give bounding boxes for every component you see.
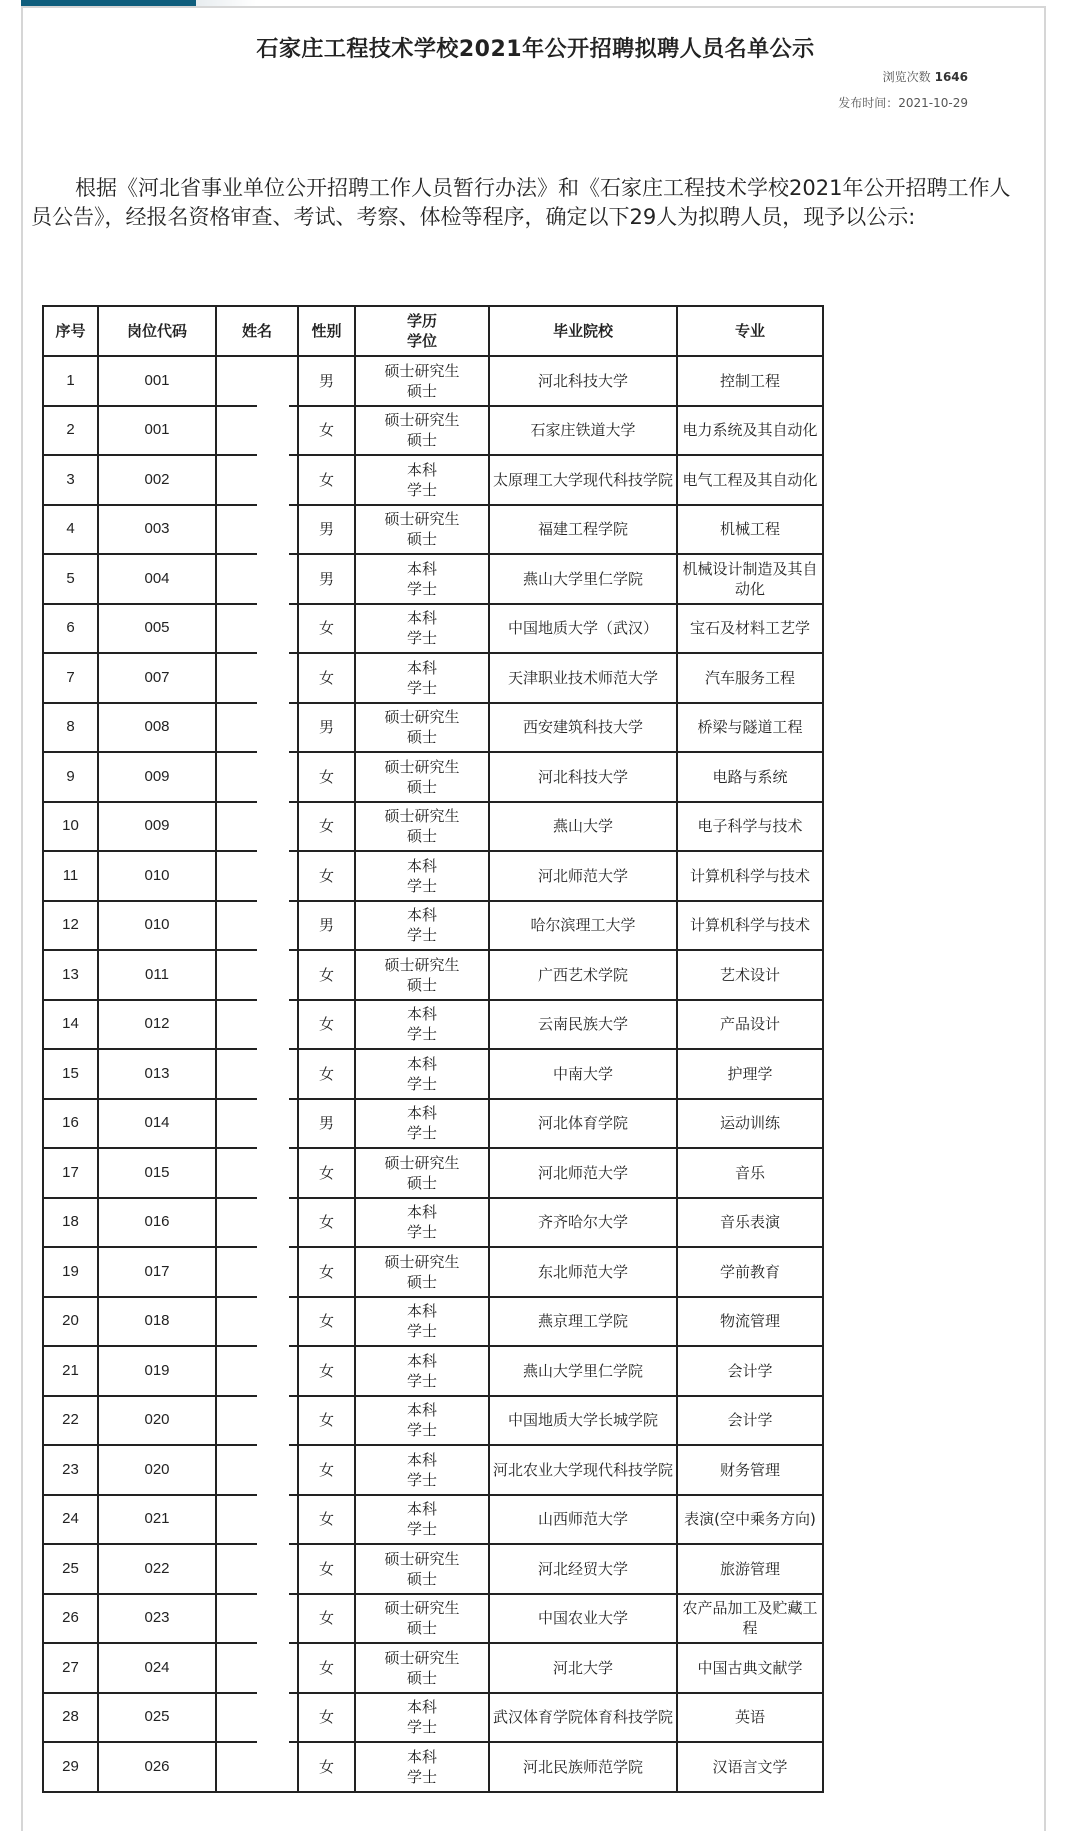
table-row [43,901,823,951]
cell-education [355,752,489,802]
degree: 学士 [406,1074,437,1093]
table-row [43,950,823,1000]
cell-no: 16 [43,1099,98,1149]
table-row [43,1000,823,1050]
cell-education [355,1346,489,1396]
cell-gender: 女 [298,1693,355,1743]
education-level: 本科 [406,1104,437,1123]
cell-no: 8 [43,703,98,753]
table-row [43,851,823,901]
cell-education [355,505,489,555]
education-level: 本科 [406,1054,437,1073]
table-row [43,1445,823,1495]
cell-no: 13 [43,950,98,1000]
cell-gender: 女 [298,1346,355,1396]
view-count-value: 1646 [934,70,968,84]
cell-major: 财务管理 [677,1445,823,1495]
cell-gender: 女 [298,604,355,654]
degree: 学士 [406,629,437,648]
candidate-table [42,305,824,1793]
cell-major: 会计学 [677,1346,823,1396]
education-level: 本科 [406,1203,437,1222]
cell-code: 009 [98,752,216,802]
cell-code: 012 [98,1000,216,1050]
cell-no: 20 [43,1297,98,1347]
cell-gender: 男 [298,505,355,555]
cell-school: 燕山大学里仁学院 [489,1346,677,1396]
cell-education [355,455,489,505]
col-header-name: 姓名 [216,306,298,356]
education-level: 硕士研究生 [384,361,460,380]
cell-no: 26 [43,1594,98,1644]
col-header-no: 序号 [43,306,98,356]
publish-date: 发布时间：2021-10-29 [838,96,968,110]
cell-code: 016 [98,1198,216,1248]
education-level: 本科 [406,460,437,479]
cell-code: 026 [98,1742,216,1792]
cell-gender: 男 [298,1099,355,1149]
table-row [43,1693,823,1743]
cell-school: 河北体育学院 [489,1099,677,1149]
cell-code: 017 [98,1247,216,1297]
cell-major: 计算机科学与技术 [677,901,823,951]
cell-no: 1 [43,356,98,406]
cell-no: 11 [43,851,98,901]
cell-education [355,1297,489,1347]
cell-gender: 男 [298,554,355,604]
cell-major: 机械设计制造及其自动化 [677,554,823,604]
cell-major: 产品设计 [677,1000,823,1050]
cell-code: 002 [98,455,216,505]
cell-education [355,901,489,951]
education-level: 硕士研究生 [384,1549,460,1568]
col-header-code: 岗位代码 [98,306,216,356]
cell-education [355,1495,489,1545]
table-row [43,1198,823,1248]
cell-school: 河北经贸大学 [489,1544,677,1594]
degree: 硕士 [406,975,437,994]
col-header-gender: 性别 [298,306,355,356]
education-level: 本科 [406,1302,437,1321]
cell-code: 004 [98,554,216,604]
cell-gender: 女 [298,1247,355,1297]
cell-no: 10 [43,802,98,852]
cell-gender: 女 [298,1445,355,1495]
table-row [43,1742,823,1792]
degree: 硕士 [406,1173,437,1192]
cell-major: 护理学 [677,1049,823,1099]
cell-no: 3 [43,455,98,505]
cell-gender: 女 [298,802,355,852]
degree: 学士 [406,1767,437,1786]
cell-major: 电子科学与技术 [677,802,823,852]
cell-code: 024 [98,1643,216,1693]
education-level: 本科 [406,1401,437,1420]
cell-major: 中国古典文献学 [677,1643,823,1693]
cell-major: 电力系统及其自动化 [677,406,823,456]
cell-major: 学前教育 [677,1247,823,1297]
cell-education [355,604,489,654]
cell-code: 020 [98,1445,216,1495]
cell-major: 音乐 [677,1148,823,1198]
degree: 学士 [406,926,437,945]
cell-school: 燕山大学里仁学院 [489,554,677,604]
degree: 学士 [406,1718,437,1737]
degree: 硕士 [406,431,437,450]
cell-code: 010 [98,851,216,901]
cell-gender: 女 [298,1495,355,1545]
cell-gender: 女 [298,1297,355,1347]
cell-code: 018 [98,1297,216,1347]
cell-education [355,1099,489,1149]
cell-no: 12 [43,901,98,951]
intro-paragraph: 根据《河北省事业单位公开招聘工作人员暂行办法》和《石家庄工程技术学校2021年公开招聘工作人员公告》，经报名资格审查、考试、考察、体检等程序，确定以下29人为拟聘人员，现予以公示: [31,176,1011,229]
education-level: 本科 [406,1698,437,1717]
cell-school: 云南民族大学 [489,1000,677,1050]
cell-major: 运动训练 [677,1099,823,1149]
cell-education [355,1544,489,1594]
cell-education [355,950,489,1000]
education-level: 本科 [406,856,437,875]
view-count [883,68,968,85]
table-row [43,802,823,852]
cell-no: 6 [43,604,98,654]
cell-major: 机械工程 [677,505,823,555]
degree: 硕士 [406,1619,437,1638]
cell-school: 齐齐哈尔大学 [489,1198,677,1248]
cell-gender: 男 [298,356,355,406]
cell-code: 020 [98,1396,216,1446]
cell-code: 010 [98,901,216,951]
cell-gender: 女 [298,1742,355,1792]
col-header-school: 毕业院校 [489,306,677,356]
cell-no: 22 [43,1396,98,1446]
table-row [43,1495,823,1545]
table-row [43,1594,823,1644]
cell-education [355,1247,489,1297]
cell-major: 桥梁与隧道工程 [677,703,823,753]
cell-education [355,1396,489,1446]
cell-gender: 女 [298,1544,355,1594]
degree: 硕士 [406,1272,437,1291]
view-count-label: 浏览次数 [882,70,931,84]
cell-major: 汽车服务工程 [677,653,823,703]
degree: 硕士 [406,777,437,796]
table-row [43,752,823,802]
cell-gender: 男 [298,703,355,753]
cell-no: 29 [43,1742,98,1792]
cell-major: 物流管理 [677,1297,823,1347]
cell-gender: 女 [298,406,355,456]
education-level: 本科 [406,609,437,628]
cell-major: 表演(空中乘务方向) [677,1495,823,1545]
degree: 学士 [406,1025,437,1044]
cell-school: 西安建筑科技大学 [489,703,677,753]
degree: 学士 [406,1223,437,1242]
cell-education [355,1148,489,1198]
cell-code: 023 [98,1594,216,1644]
cell-education [355,1000,489,1050]
cell-school: 武汉体育学院体育科技学院 [489,1693,677,1743]
cell-school: 中国农业大学 [489,1594,677,1644]
cell-no: 17 [43,1148,98,1198]
cell-no: 9 [43,752,98,802]
cell-code: 001 [98,356,216,406]
degree: 学士 [406,1520,437,1539]
cell-no: 21 [43,1346,98,1396]
table-row [43,653,823,703]
cell-major: 音乐表演 [677,1198,823,1248]
cell-no: 19 [43,1247,98,1297]
cell-school: 河北科技大学 [489,356,677,406]
education-level: 本科 [406,906,437,925]
degree: 硕士 [406,1569,437,1588]
cell-education [355,1643,489,1693]
cell-gender: 女 [298,1594,355,1644]
degree: 学士 [406,1371,437,1390]
cell-education [355,653,489,703]
cell-major: 英语 [677,1693,823,1743]
table-row [43,406,823,456]
table-row [43,505,823,555]
cell-code: 007 [98,653,216,703]
cell-no: 14 [43,1000,98,1050]
cell-code: 022 [98,1544,216,1594]
cell-code: 003 [98,505,216,555]
education-level: 本科 [406,658,437,677]
cell-school: 中南大学 [489,1049,677,1099]
cell-gender: 女 [298,455,355,505]
cell-school: 东北师范大学 [489,1247,677,1297]
cell-no: 24 [43,1495,98,1545]
education-level: 硕士研究生 [384,708,460,727]
cell-gender: 女 [298,653,355,703]
cell-education [355,554,489,604]
cell-code: 011 [98,950,216,1000]
cell-code: 013 [98,1049,216,1099]
cell-school: 河北师范大学 [489,851,677,901]
table-row [43,703,823,753]
degree: 硕士 [406,381,437,400]
cell-code: 021 [98,1495,216,1545]
cell-gender: 女 [298,1643,355,1693]
degree: 硕士 [406,827,437,846]
cell-no: 7 [43,653,98,703]
education-level: 本科 [406,559,437,578]
cell-school: 石家庄铁道大学 [489,406,677,456]
cell-gender: 女 [298,851,355,901]
cell-no: 25 [43,1544,98,1594]
cell-no: 27 [43,1643,98,1693]
education-level: 硕士研究生 [384,510,460,529]
cell-code: 001 [98,406,216,456]
cell-school: 福建工程学院 [489,505,677,555]
cell-major: 汉语言文学 [677,1742,823,1792]
col-header-education: 学历 学位 [355,306,489,356]
table-row [43,1049,823,1099]
cell-major: 电路与系统 [677,752,823,802]
cell-education [355,406,489,456]
cell-school: 天津职业技术师范大学 [489,653,677,703]
education-level: 本科 [406,1351,437,1370]
cell-major: 艺术设计 [677,950,823,1000]
cell-code: 005 [98,604,216,654]
name-redaction-strip [257,361,289,1765]
cell-major: 控制工程 [677,356,823,406]
cell-education [355,1693,489,1743]
cell-code: 015 [98,1148,216,1198]
table-body [43,356,823,1792]
cell-education [355,1198,489,1248]
cell-major: 旅游管理 [677,1544,823,1594]
table-row [43,1544,823,1594]
cell-school: 太原理工大学现代科技学院 [489,455,677,505]
cell-education [355,851,489,901]
degree: 学士 [406,579,437,598]
cell-major: 宝石及材料工艺学 [677,604,823,654]
cell-gender: 女 [298,1396,355,1446]
page-title: 石家庄工程技术学校2021年公开招聘拟聘人员名单公示 [256,37,815,62]
cell-code: 009 [98,802,216,852]
cell-gender: 女 [298,1000,355,1050]
degree: 学士 [406,678,437,697]
cell-school: 中国地质大学（武汉） [489,604,677,654]
table-row [43,1148,823,1198]
cell-code: 008 [98,703,216,753]
cell-no: 23 [43,1445,98,1495]
cell-major: 农产品加工及贮藏工程 [677,1594,823,1644]
cell-major: 会计学 [677,1396,823,1446]
cell-no: 5 [43,554,98,604]
table-row [43,1346,823,1396]
degree: 学士 [406,1322,437,1341]
cell-gender: 男 [298,901,355,951]
cell-school: 中国地质大学长城学院 [489,1396,677,1446]
cell-major: 计算机科学与技术 [677,851,823,901]
cell-school: 哈尔滨理工大学 [489,901,677,951]
education-level: 本科 [406,1450,437,1469]
degree: 硕士 [406,1668,437,1687]
cell-code: 025 [98,1693,216,1743]
table-row [43,1643,823,1693]
table-row [43,455,823,505]
education-level: 硕士研究生 [384,1648,460,1667]
degree: 硕士 [406,530,437,549]
table-row [43,1099,823,1149]
education-level: 硕士研究生 [384,1252,460,1271]
cell-gender: 女 [298,1148,355,1198]
degree: 硕士 [406,728,437,747]
cell-education [355,1445,489,1495]
article-card [21,6,1046,1831]
table-row [43,554,823,604]
cell-education [355,802,489,852]
cell-education [355,1049,489,1099]
degree: 学士 [406,1470,437,1489]
education-level: 本科 [406,1747,437,1766]
cell-school: 河北师范大学 [489,1148,677,1198]
cell-no: 15 [43,1049,98,1099]
education-level: 本科 [406,1500,437,1519]
cell-gender: 女 [298,752,355,802]
cell-no: 18 [43,1198,98,1248]
cell-gender: 女 [298,1198,355,1248]
cell-school: 河北民族师范学院 [489,1742,677,1792]
cell-school: 山西师范大学 [489,1495,677,1545]
cell-major: 电气工程及其自动化 [677,455,823,505]
cell-school: 河北科技大学 [489,752,677,802]
cell-no: 28 [43,1693,98,1743]
degree: 学士 [406,876,437,895]
education-level: 硕士研究生 [384,1153,460,1172]
education-level: 硕士研究生 [384,807,460,826]
education-level: 硕士研究生 [384,411,460,430]
cell-school: 燕山大学 [489,802,677,852]
cell-gender: 女 [298,1049,355,1099]
degree: 学士 [406,1124,437,1143]
cell-school: 广西艺术学院 [489,950,677,1000]
table-row [43,604,823,654]
education-level: 本科 [406,1005,437,1024]
table-row [43,1247,823,1297]
degree: 学士 [406,1421,437,1440]
cell-education [355,1742,489,1792]
cell-gender: 女 [298,950,355,1000]
cell-no: 4 [43,505,98,555]
table-row [43,1297,823,1347]
education-level: 硕士研究生 [384,1599,460,1618]
cell-no: 2 [43,406,98,456]
table-row [43,356,823,406]
cell-education [355,356,489,406]
col-header-major: 专业 [677,306,823,356]
cell-code: 019 [98,1346,216,1396]
cell-education [355,703,489,753]
education-level: 硕士研究生 [384,955,460,974]
cell-school: 河北大学 [489,1643,677,1693]
cell-school: 燕京理工学院 [489,1297,677,1347]
cell-code: 014 [98,1099,216,1149]
table-row [43,1396,823,1446]
cell-school: 河北农业大学现代科技学院 [489,1445,677,1495]
cell-education [355,1594,489,1644]
education-level: 硕士研究生 [384,757,460,776]
degree: 学士 [406,480,437,499]
table-header-row [43,306,823,356]
